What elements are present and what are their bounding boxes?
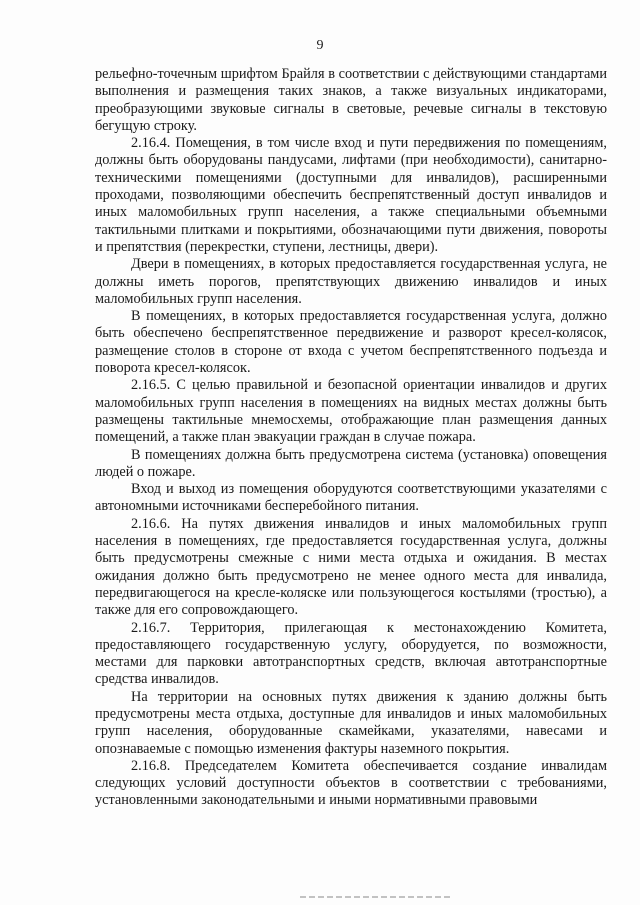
paragraph-wheelchair-movement: В помещениях, в которых предоставляется государственная услуга, должно быть обеспечено беспрепятственное передвижение и разворот кресел-колясок, размещение столов в стороне от входа с учетом беспрепятственного подъезда и поворота кресел-колясок.: [95, 308, 607, 377]
paragraph-territory: На территории на основных путях движения к зданию должны быть предусмотрены места отдыха, доступные для инвалидов и иных маломобильных групп населения, оборудованные скамейками, указателями, навесами и опознаваемые с помощью изменения фактуры наземного покрытия.: [95, 688, 607, 757]
paragraph-doors: Двери в помещениях, в которых предоставляется государственная услуга, не должны иметь порогов, препятствующих движению инвалидов и иных маломобильных групп населения.: [95, 256, 607, 307]
scan-artifact-line: [300, 896, 450, 898]
paragraph-2-16-7: 2.16.7. Территория, прилегающая к местонахождению Комитета, предоставляющего государственную услугу, оборудуется, по возможности, местами для парковки автотранспортных средств, включая автотранспортные средства инвалидов.: [95, 619, 607, 688]
paragraph-continuation: рельефно-точечным шрифтом Брайля в соответствии с действующими стандартами выполнения и размещения таких знаков, а также визуальных индикаторами, преобразующими звуковые сигналы в световые, речевые сигналы в текстовую бегущую строку.: [95, 66, 607, 134]
paragraph-entrance-exit: Вход и выход из помещения оборудуются соответствующими указателями с автономными источниками бесперебойного питания.: [95, 481, 607, 515]
paragraph-2-16-8: 2.16.8. Председателем Комитета обеспечивается создание инвалидам следующих условий доступности объектов в соответствии с требованиями, установленными законодательными и иными нормативными правовыми: [95, 757, 607, 809]
page-number: 9: [316, 38, 324, 53]
paragraph-fire-alarm: В помещениях должна быть предусмотрена система (установка) оповещения людей о пожаре.: [95, 446, 607, 480]
paragraph-2-16-6: 2.16.6. На путях движения инвалидов и иных маломобильных групп населения в помещениях, где предоставляется государственная услуга, должны быть предусмотрены смежные с ними места отдыха и ожидания. В местах ожидания должно быть предусмотрено не менее одного места для инвалида, передвигающегося на кресле-коляске или пользующегося костылями (тростью), а также для его сопровождающего.: [95, 515, 607, 619]
paragraph-2-16-5: 2.16.5. С целью правильной и безопасной ориентации инвалидов и других маломобильных групп населения в помещениях на видных местах должны быть размещены тактильные мнемосхемы, отображающие план размещения данных помещений, а также план эвакуации граждан в случае пожара.: [95, 377, 607, 446]
document-body: [95, 66, 607, 810]
paragraph-2-16-4: 2.16.4. Помещения, в том числе вход и пути передвижения по помещениям, должны быть оборудованы пандусами, лифтами (при необходимости), санитарно-техническими помещениями (доступными для инвалидов), расширенными проходами, позволяющими обеспечить беспрепятственный доступ инвалидов и иных маломобильных групп населения, а также специальными объемными тактильными плитками и покрытиями, обозначающими пути движения, повороты и препятствия (перекрестки, ступени, лестницы, двери).: [95, 135, 607, 255]
